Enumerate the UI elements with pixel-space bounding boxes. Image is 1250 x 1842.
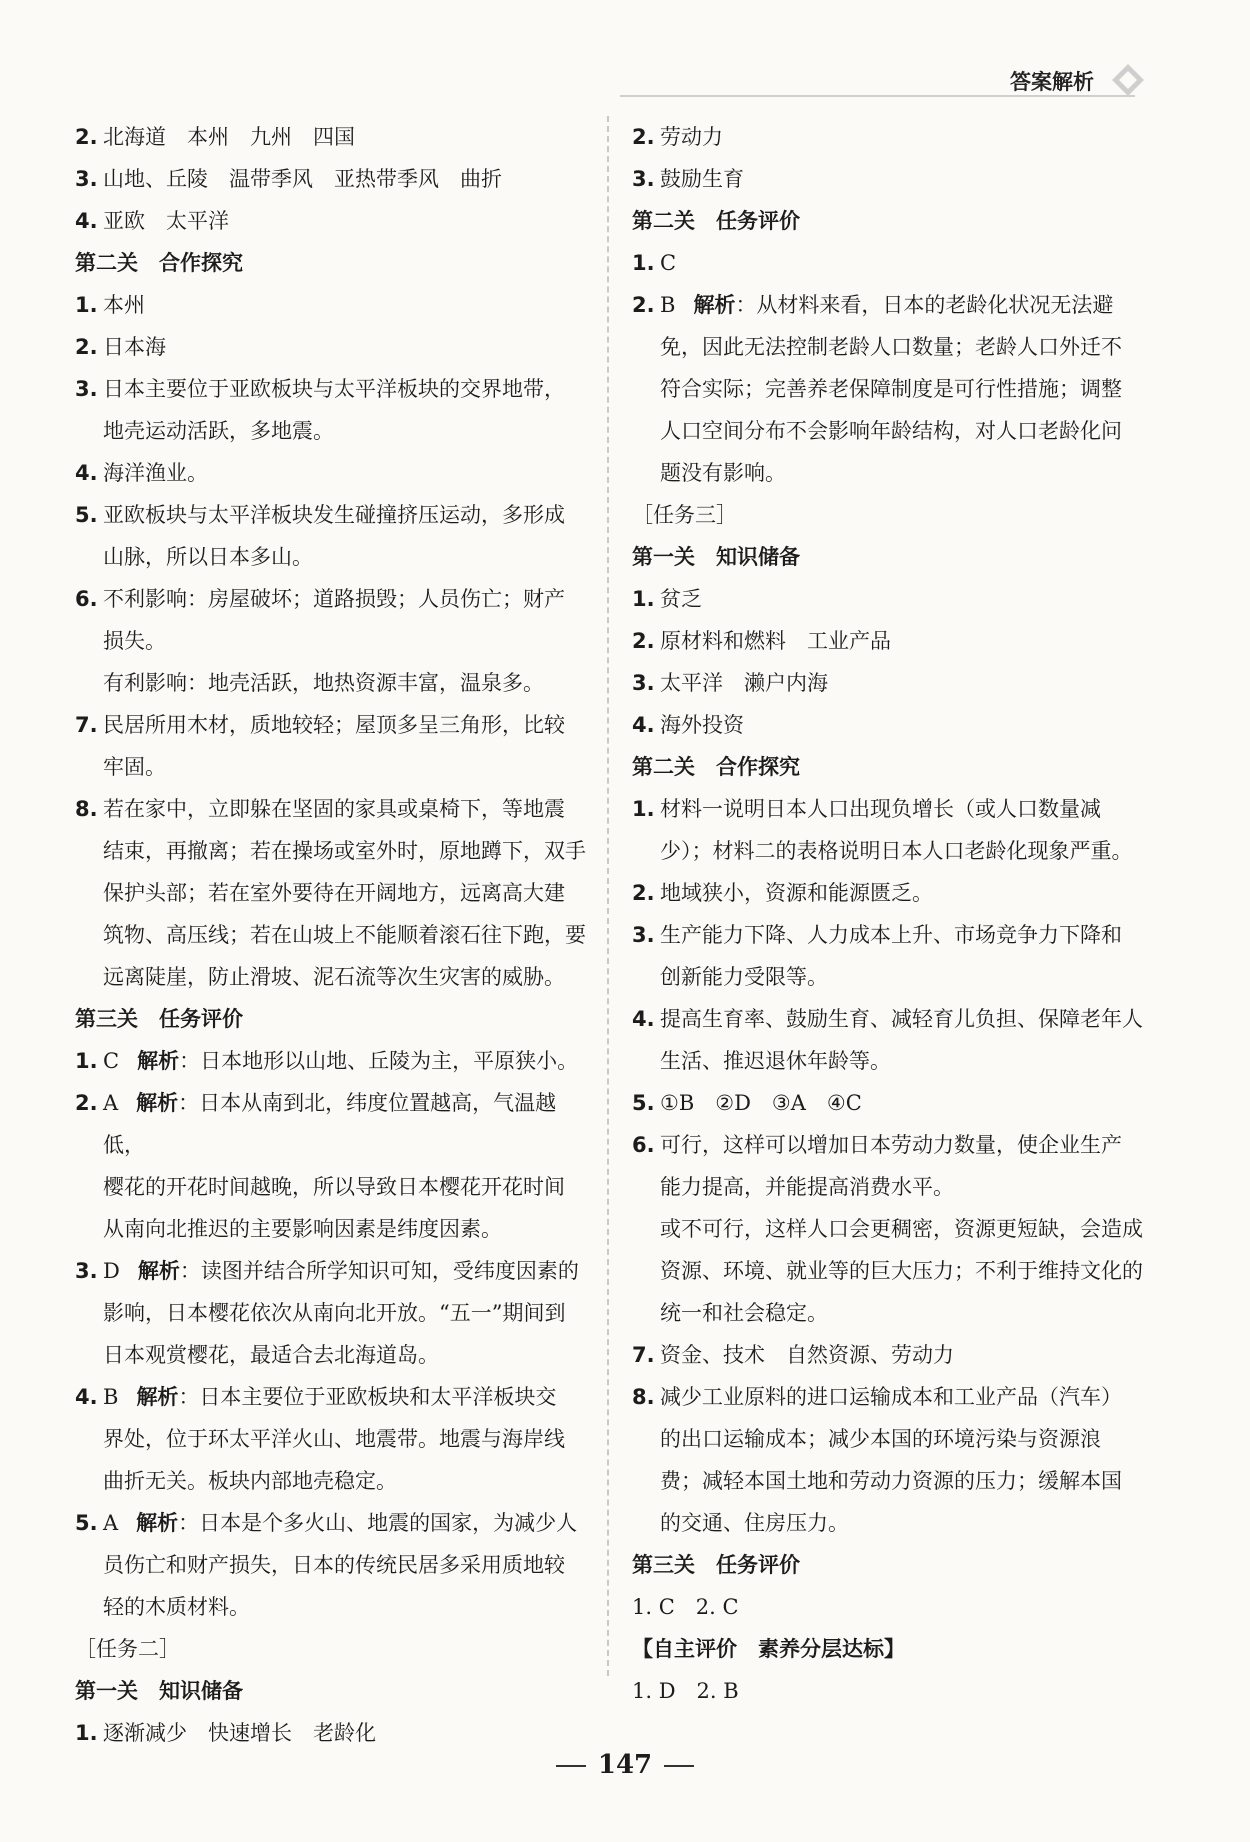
task-label: ［任务二］ — [75, 1637, 180, 1661]
answer-item: 1. 逐渐减少 快速增长 老龄化 — [75, 1721, 376, 1745]
answer-line: 生活、推迟退休年龄等。 — [660, 1049, 891, 1073]
answer-item: 2. 原材料和燃料 工业产品 — [632, 629, 891, 653]
answer-item: 2. 北海道 本州 九州 四国 — [75, 125, 355, 149]
page-number-dash — [664, 1765, 694, 1767]
answer-line: 筑物、高压线；若在山坡上不能顺着滚石往下跑，要 — [103, 923, 586, 947]
answer-line: 从南向北推迟的主要影响因素是纬度因素。 — [103, 1217, 502, 1241]
answer-item: 1. 贫乏 — [632, 587, 702, 611]
diamond-icon — [1110, 62, 1146, 98]
answer-item: 1. C — [632, 251, 677, 275]
answer-line: 或不可行，这样人口会更稠密，资源更短缺，会造成 — [660, 1217, 1143, 1241]
answer-line: 费；减轻本国土地和劳动力资源的压力；缓解本国 — [660, 1469, 1122, 1493]
answer-item: 3. 日本主要位于亚欧板块与太平洋板块的交界地带， — [75, 377, 565, 401]
answer-line: 曲折无关。板块内部地壳稳定。 — [103, 1469, 397, 1493]
answer-line: 地壳运动活跃，多地震。 — [103, 419, 334, 443]
answer-line: 界处，位于环太平洋火山、地震带。地震与海岸线 — [103, 1427, 565, 1451]
column-divider — [607, 116, 609, 1676]
section-heading: 第二关 任务评价 — [632, 209, 800, 233]
answer-line: 少）；材料二的表格说明日本人口老龄化现象严重。 — [660, 839, 1133, 863]
answer-line: 牢固。 — [103, 755, 166, 779]
section-heading: 第三关 任务评价 — [632, 1553, 800, 1577]
answer-line: 1. D 2. B — [632, 1679, 739, 1703]
answer-line: 1. C 2. C — [632, 1595, 739, 1619]
answer-line: 结束，再撤离；若在操场或室外时，原地蹲下，双手 — [103, 839, 586, 863]
answer-item: 5. ①B ②D ③A ④C — [632, 1091, 862, 1115]
answer-item: 5. A 解析：日本是个多火山、地震的国家，为减少人 — [75, 1511, 578, 1535]
answer-item: 3. D 解析：读图并结合所学知识可知，受纬度因素的 — [75, 1259, 579, 1283]
answer-item: 4. 海外投资 — [632, 713, 744, 737]
answer-line: 日本观赏樱花，最适合去北海道岛。 — [103, 1343, 439, 1367]
page-number: 147 — [0, 1750, 1250, 1780]
header-label: 答案解析 — [1010, 70, 1094, 94]
answer-item: 1. 材料一说明日本人口出现负增长（或人口数量减 — [632, 797, 1101, 821]
answer-item: 7. 资金、技术 自然资源、劳动力 — [632, 1343, 954, 1367]
answer-item: 4. 提高生育率、鼓励生育、减轻育儿负担、保障老年人 — [632, 1007, 1143, 1031]
answer-line: 有利影响：地壳活跃，地热资源丰富，温泉多。 — [103, 671, 544, 695]
answer-line: 题没有影响。 — [660, 461, 786, 485]
section-heading: 第三关 任务评价 — [75, 1007, 243, 1031]
answer-line: 能力提高，并能提高消费水平。 — [660, 1175, 954, 1199]
task-label: ［任务三］ — [632, 503, 737, 527]
answer-line: 员伤亡和财产损失，日本的传统民居多采用质地较 — [103, 1553, 565, 1577]
answer-line: 损失。 — [103, 629, 166, 653]
answer-line: 的出口运输成本；减少本国的环境污染与资源浪 — [660, 1427, 1101, 1451]
answer-line: 樱花的开花时间越晚，所以导致日本樱花开花时间 — [103, 1175, 565, 1199]
answer-item: 2. B 解析：从材料来看，日本的老龄化状况无法避 — [632, 293, 1114, 317]
answer-line: 资源、环境、就业等的巨大压力；不利于维持文化的 — [660, 1259, 1143, 1283]
answer-line: 统一和社会稳定。 — [660, 1301, 828, 1325]
answer-item: 1. C 解析：日本地形以山地、丘陵为主，平原狭小。 — [75, 1049, 579, 1073]
answer-item: 3. 山地、丘陵 温带季风 亚热带季风 曲折 — [75, 167, 502, 191]
right-column — [632, 116, 1162, 1712]
answer-line: 人口空间分布不会影响年龄结构，对人口老龄化问 — [660, 419, 1122, 443]
answer-item: 2. 劳动力 — [632, 125, 723, 149]
answer-item: 2. A 解析：日本从南到北，纬度位置越高，气温越低， — [75, 1091, 557, 1157]
answer-item: 4. B 解析：日本主要位于亚欧板块和太平洋板块交 — [75, 1385, 557, 1409]
answer-item: 8. 若在家中，立即躲在坚固的家具或桌椅下，等地震 — [75, 797, 565, 821]
answer-item: 6. 不利影响：房屋破坏；道路损毁；人员伤亡；财产 — [75, 587, 565, 611]
section-heading: 第二关 合作探究 — [75, 251, 243, 275]
answer-line: 影响，日本樱花依次从南向北开放。“五一”期间到 — [103, 1301, 566, 1325]
answer-item: 8. 减少工业原料的进口运输成本和工业产品（汽车） — [632, 1385, 1122, 1409]
answer-line: 符合实际；完善养老保障制度是可行性措施；调整 — [660, 377, 1122, 401]
answer-line: 山脉，所以日本多山。 — [103, 545, 313, 569]
answer-line: 免，因此无法控制老龄人口数量；老龄人口外迁不 — [660, 335, 1122, 359]
answer-item: 5. 亚欧板块与太平洋板块发生碰撞挤压运动，多形成 — [75, 503, 565, 527]
answer-item: 3. 生产能力下降、人力成本上升、市场竞争力下降和 — [632, 923, 1122, 947]
answer-item: 7. 民居所用木材，质地较轻；屋顶多呈三角形，比较 — [75, 713, 565, 737]
answer-item: 2. 地域狭小，资源和能源匮乏。 — [632, 881, 933, 905]
answer-item: 6. 可行，这样可以增加日本劳动力数量，使企业生产 — [632, 1133, 1122, 1157]
section-heading: 第一关 知识储备 — [75, 1679, 243, 1703]
answer-item: 3. 鼓励生育 — [632, 167, 744, 191]
left-column — [75, 116, 595, 1754]
page-number-dash — [556, 1765, 586, 1767]
answer-item: 4. 亚欧 太平洋 — [75, 209, 229, 233]
answer-line: 的交通、住房压力。 — [660, 1511, 849, 1535]
answer-item: 2. 日本海 — [75, 335, 166, 359]
answer-item: 3. 太平洋 濑户内海 — [632, 671, 828, 695]
answer-item: 1. 本州 — [75, 293, 145, 317]
answer-line: 轻的木质材料。 — [103, 1595, 250, 1619]
section-heading: 【自主评价 素养分层达标】 — [632, 1637, 905, 1661]
answer-line: 创新能力受限等。 — [660, 965, 828, 989]
answer-line: 保护头部；若在室外要待在开阔地方，远离高大建 — [103, 881, 565, 905]
answer-item: 4. 海洋渔业。 — [75, 461, 208, 485]
section-heading: 第二关 合作探究 — [632, 755, 800, 779]
section-heading: 第一关 知识储备 — [632, 545, 800, 569]
answer-line: 远离陡崖，防止滑坡、泥石流等次生灾害的威胁。 — [103, 965, 565, 989]
